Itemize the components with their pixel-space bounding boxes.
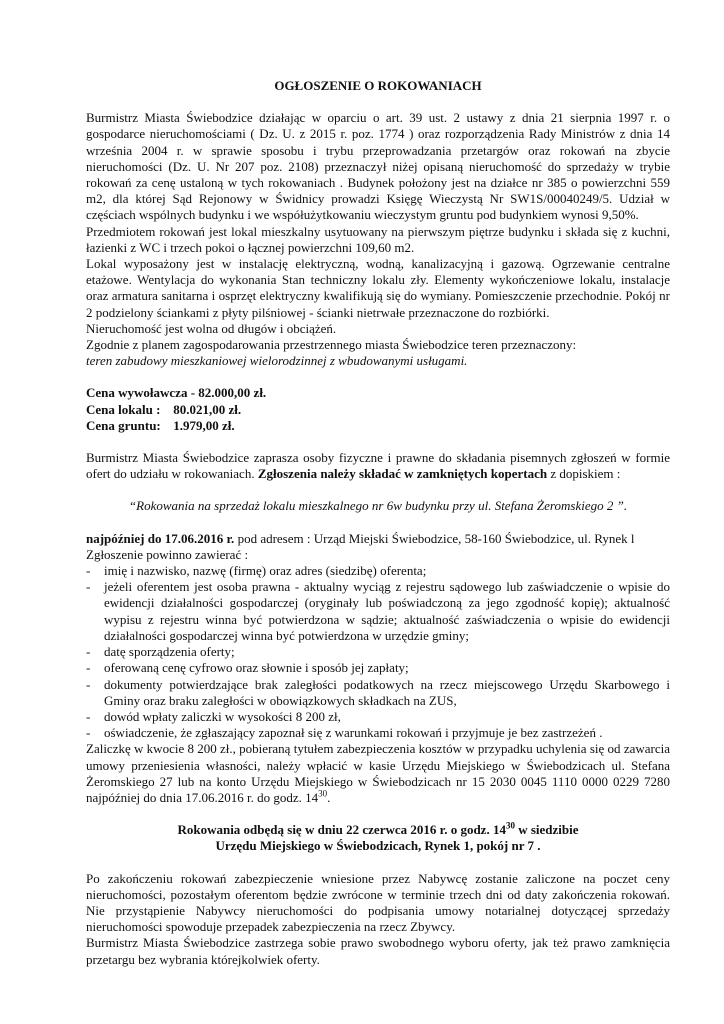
invitation-paragraph bbox=[86, 450, 670, 482]
subject-paragraph: Przedmiotem rokowań jest lokal mieszkalny usytuowany na pierwszym piętrze budynku i składa się z kuchni, łazienki z WC i trzech pokoi o łącznej powierzchni 109,60 m2. bbox=[86, 223, 670, 255]
meeting-minutes: 30 bbox=[505, 820, 515, 831]
list-item: - jeżeli oferentem jest osoba prawna - aktualny wyciąg z rejestru sądowego lub zaświadczenie o wpisie do ewidencji działalności gospodarczej (oryginały lub poświadczoną za jego zgodność kopię); aktualność wypisu z rejestru winna być potwierdzona w sądzie; aktualność zaświadczenia o wpisie do ewidencji działalności gospodarczej winna być potwierdzona w urzędzie gminy; bbox=[86, 579, 670, 644]
unit-price-label: Cena lokalu : bbox=[86, 401, 161, 417]
asking-price-label: Cena wywoławcza bbox=[86, 385, 188, 401]
deposit-minutes: 30 bbox=[318, 788, 328, 799]
list-item: - dokumenty potwierdzające brak zaległości podatkowych na rzecz miejscowego Urzędu Skarbowego i Gminy oraz braku zaległości w obowiązkowych składkach na ZUS, bbox=[86, 677, 670, 709]
intro-paragraph: Burmistrz Miasta Świebodzice działając w oparciu o art. 39 ust. 2 ustawy z dnia 21 sierpnia 1997 r. o gospodarce nieruchomościami ( Dz. U. z 2015 r. poz. 1774 ) oraz rozporządzenia Rady Ministrów z dnia 14 września 2004 r. w sprawie sposobu i trybu przeprowadzania przetargów oraz rokowań na zbycie nieruchomości (Dz. U. Nr 207 poz. 2108) przeznaczył niżej opisaną nieruchomość do sprzedaży w trybie rokowań za cenę ustaloną w tych rokowaniach . Budynek położony jest na działce nr 385 o powierzchni 559 m2, dla której Sąd Rejonowy w Świdnicy prowadzi Księgę Wieczystą Nr SW1S/00040249/5. Udział w częściach wspólnych budynku i we współużytkowaniu wieczystym gruntu pod budynkiem wynosi 9,50%. bbox=[86, 110, 670, 223]
requirements-list bbox=[86, 563, 670, 741]
meeting-place: w siedzibie bbox=[514, 822, 579, 838]
list-item: - dowód wpłaty zaliczki w wysokości 8 200 zł, bbox=[86, 709, 670, 725]
invitation-text: Burmistrz Miasta Świebodzice zaprasza osoby fizyczne i prawne do składania pisemnych zgłoszeń w formie ofert do udziału w rokowaniach. bbox=[86, 450, 670, 482]
equipment-paragraph: Lokal wyposażony jest w instalację elektryczną, wodną, kanalizacyjną i gazową. Ogrzewanie centralne etażowe. Wentylacja do wykonania Stan techniczny lokalu zły. Elementy wykończeniowe lokalu, instalacje oraz armatura sanitarna i osprzęt elektryczny kwalifikują się do wymiany. Pomieszczenie przechodnie. Pokój nr 2 podzielony ściankami z płyty pilśniowej - ścianki nietrwałe przeznaczone do rozbiórki. bbox=[86, 256, 670, 320]
meeting-date: Rokowania odbędą się w dniu 22 czerwca 2016 r. o godz. 14 bbox=[177, 822, 506, 838]
meeting-line-1 bbox=[86, 822, 670, 838]
unit-price bbox=[86, 402, 670, 418]
document-title: OGŁOSZENIE O ROKOWANIACH bbox=[274, 78, 482, 93]
reservation-paragraph: Burmistrz Miasta Świebodzice zastrzega sobie prawo swobodnego wyboru oferty, jak też prawo zamknięcia przetargu bez wybrania którejkolwiek oferty. bbox=[86, 935, 670, 967]
free-debts-paragraph: Nieruchomość jest wolna od długów i obciążeń. bbox=[86, 320, 337, 336]
deadline-paragraph bbox=[86, 531, 670, 547]
zoning-designation: teren zabudowy mieszkaniowej wielorodzinnej z wbudowanymi usługami. bbox=[86, 353, 468, 369]
unit-price-value: 80.021,00 zł. bbox=[173, 401, 242, 417]
zoning-paragraph: Zgodnie z planem zagospodarowania przestrzennego miasta Świebodzice teren przeznaczony: bbox=[86, 337, 577, 353]
invitation-tail: z dopiskiem : bbox=[547, 466, 621, 482]
closing-paragraph: Po zakończeniu rokowań zabezpieczenie wniesione przez Nabywcę zostanie zaliczone na poczet ceny nieruchomości, pozostałym oferentom będzie zwrócone w terminie trzech dni od daty zakończenia rokowań. Nie przystąpienie Nabywcy nieruchomości do podpisania umowy notarialnej dotyczącej sprzedaży nieruchomości spowoduje przepadek zabezpieczenia na rzecz Zbywcy. bbox=[86, 870, 670, 935]
asking-price-value: - 82.000,00 zł. bbox=[190, 385, 267, 401]
deadline-date: najpóźniej do 17.06.2016 r. bbox=[86, 530, 235, 546]
deposit-paragraph bbox=[86, 741, 670, 806]
contents-intro: Zgłoszenie powinno zawierać : bbox=[86, 546, 249, 562]
list-item: - oświadczenie, że zgłaszający zapoznał się z warunkami rokowań i przyjmuje je bez zastrzeżeń . bbox=[86, 725, 670, 741]
land-price-label: Cena gruntu: bbox=[86, 417, 161, 433]
asking-price bbox=[86, 385, 670, 401]
meeting-line-2: Urzędu Miejskiego w Świebodzicach, Rynek 1, pokój nr 7 . bbox=[215, 838, 541, 854]
envelope-annotation: “Rokowania na sprzedaż lokalu mieszkalnego nr 6w budynku przy ul. Stefana Żeromskiego 2 ”. bbox=[128, 498, 628, 514]
list-item: - imię i nazwisko, nazwę (firmę) oraz adres (siedzibę) oferenta; bbox=[86, 563, 670, 579]
deposit-end: . bbox=[327, 789, 331, 805]
announcement-document bbox=[86, 78, 670, 968]
list-item: - oferowaną cenę cyfrowo oraz słownie i sposób jej zapłaty; bbox=[86, 660, 670, 676]
land-price bbox=[86, 418, 670, 434]
land-price-value: 1.979,00 zł. bbox=[173, 417, 235, 433]
deposit-text: Zaliczkę w kwocie 8 200 zł., pobieraną tytułem zabezpieczenia kosztów w przypadku uchylenia się od zawarcia umowy przeniesienia własności, należy wpłacić w kasie Urzędu Miejskiego w Świebodzicach ul. Stefana Żeromskiego 27 lub na konto Urzędu Miejskiego w Świebodzicach nr 15 2030 0045 1110 0000 0229 7280 najpóźniej do dnia 17.06.2016 r. do godz. 14 bbox=[86, 741, 670, 805]
list-item: - datę sporządzenia oferty; bbox=[86, 644, 670, 660]
invitation-emphasis: Zgłoszenia należy składać w zamkniętych kopertach bbox=[257, 466, 548, 482]
deadline-address: pod adresem : Urząd Miejski Świebodzice, 58-160 Świebodzice, ul. Rynek l bbox=[234, 530, 635, 546]
